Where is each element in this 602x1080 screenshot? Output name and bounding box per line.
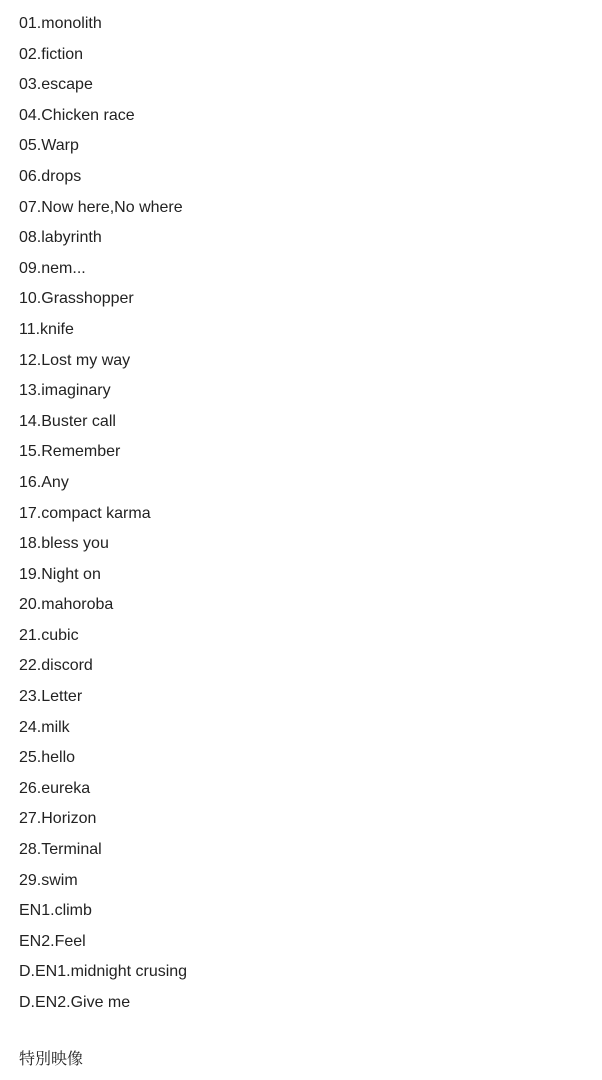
track-item: 15.Remember bbox=[19, 443, 121, 461]
track-item: 10.Grasshopper bbox=[19, 290, 134, 308]
track-item: 08.labyrinth bbox=[19, 229, 102, 247]
track-item: D.EN1.midnight crusing bbox=[19, 963, 188, 981]
track-item: 21.cubic bbox=[19, 626, 79, 644]
track-item: 24.milk bbox=[19, 718, 70, 736]
track-item: EN2.Feel bbox=[19, 932, 86, 950]
special-video-heading: 特別映像 bbox=[19, 1050, 84, 1068]
track-item: 16.Any bbox=[19, 473, 69, 491]
track-item: 03.escape bbox=[19, 76, 93, 94]
track-item: 20.mahoroba bbox=[19, 596, 114, 614]
setlist bbox=[19, 9, 579, 1075]
track-item: 09.nem... bbox=[19, 259, 86, 277]
track-item: 11.knife bbox=[19, 320, 74, 338]
track-item: 27.Horizon bbox=[19, 810, 97, 828]
track-item: 28.Terminal bbox=[19, 841, 102, 859]
track-item: 23.Letter bbox=[19, 688, 83, 706]
track-item: 07.Now here,No where bbox=[19, 198, 183, 216]
track-item: 14.Buster call bbox=[19, 412, 116, 430]
track-item: D.EN2.Give me bbox=[19, 994, 131, 1011]
track-item: 12.Lost my way bbox=[19, 351, 131, 369]
track-item: 13.imaginary bbox=[19, 382, 111, 400]
track-item: 22.discord bbox=[19, 657, 93, 675]
track-item: 19.Night on bbox=[19, 565, 101, 583]
track-item: 26.eureka bbox=[19, 779, 91, 797]
track-item: 04.Chicken race bbox=[19, 106, 135, 124]
track-item: 17.compact karma bbox=[19, 504, 151, 522]
track-item: 05.Warp bbox=[19, 137, 79, 155]
track-item: 25.hello bbox=[19, 749, 76, 767]
track-item: 06.drops bbox=[19, 167, 82, 185]
track-item: 29.swim bbox=[19, 871, 78, 889]
track-item: 02.fiction bbox=[19, 45, 84, 63]
track-item: 18.bless you bbox=[19, 535, 109, 553]
track-item: EN1.climb bbox=[19, 902, 92, 920]
track-list bbox=[19, 9, 579, 1019]
track-item: 01.monolith bbox=[19, 15, 102, 32]
